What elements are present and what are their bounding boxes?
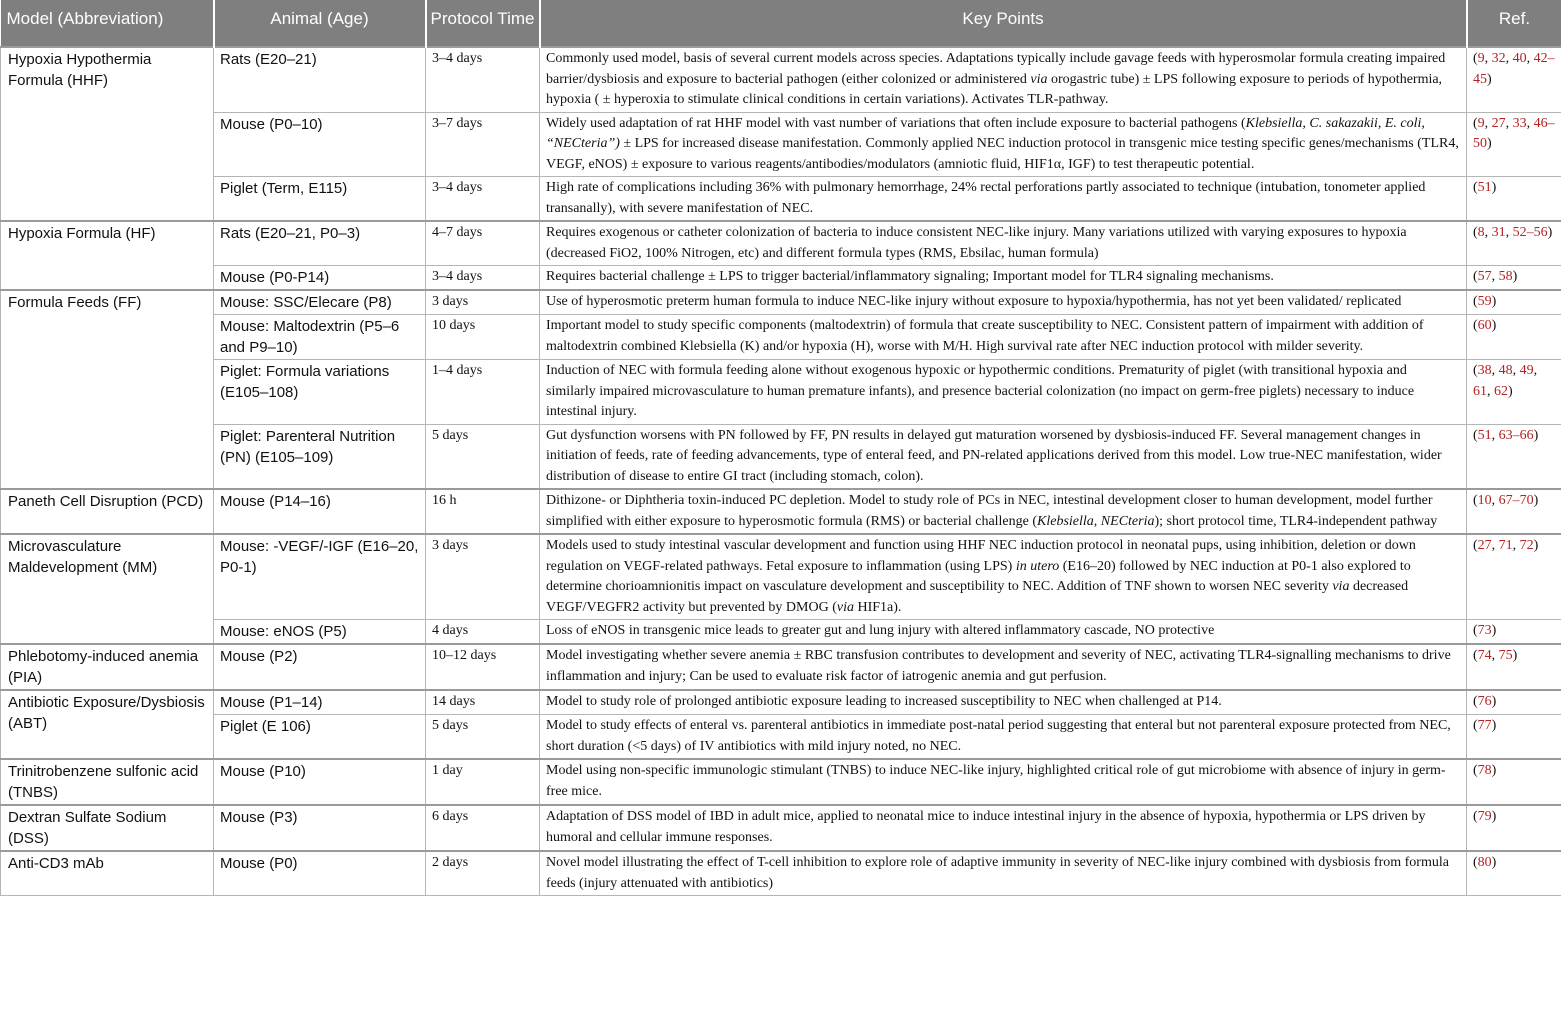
key-points-cell: Novel model illustrating the effect of T-cell inhibition to explore role of adaptive immunity in severity of NEC-like injury combined with dysbiosis from formula feeds (injury attenuated with antibiotics) [540,851,1467,896]
table-row [1,424,1561,489]
table-row [1,805,1561,851]
model-cell: Formula Feeds (FF) [1,290,214,489]
model-cell: Hypoxia Formula (HF) [1,221,214,290]
ref-cell: (57, 58) [1467,266,1561,291]
table-row [1,620,1561,645]
table-header [1,0,1561,47]
ref-link[interactable]: 57 [1477,269,1492,284]
key-points-cell: Widely used adaptation of rat HHF model with vast number of variations that often include exposure to bacterial pathogens (Klebsiella, C. sakazakii, E. coli, “NECteria”) ± LPS for increased disease manifestation. Commonly applied NEC induction protocol in transgenic mice testing specific genes/mechanisms (TLR4, VEGF, eNOS) ± exposure to various reagents/antibodies/modulators (amniotic fluid, HIF1α, IGF) to test therapeutic potential. [540,112,1467,177]
key-points-cell: Requires bacterial challenge ± LPS to trigger bacterial/inflammatory signaling; Important model for TLR4 signaling mechanisms. [540,266,1467,291]
protocol-time-cell: 2 days [426,851,540,896]
table-row [1,266,1561,291]
table-row [1,177,1561,222]
table-row [1,360,1561,425]
ref-link[interactable]: 52–56 [1512,225,1548,240]
protocol-time-cell: 4–7 days [426,221,540,266]
key-points-cell: Induction of NEC with formula feeding alone without exogenous hypoxic or hypothermic conditions. Prematurity of piglet (with transitional hypoxia and similarly impaired microvasculature to human premature infants), and presence bacterial colonization (no impact on germ-free piglets) necessary to induce intestinal injury. [540,360,1467,425]
animal-cell: Mouse (P14–16) [214,489,426,534]
table-row [1,851,1561,896]
animal-cell: Mouse: Maltodextrin (P5–6 and P9–10) [214,315,426,360]
ref-link[interactable]: 63–66 [1498,427,1534,443]
key-points-cell: Dithizone- or Diphtheria toxin-induced PC depletion. Model to study role of PCs in NEC, intestinal development closer to human development, model further simplified with either exposure to hyperosmotic formula (RMS) or bacterial challenge (Klebsiella, NECteria); short protocol time, TLR4-independent pathway [540,489,1467,534]
protocol-time-cell: 3–4 days [426,177,540,222]
ref-link[interactable]: 75 [1498,648,1513,663]
ref-link[interactable]: 49 [1519,363,1534,378]
animal-cell: Mouse (P10) [214,759,426,805]
protocol-time-cell: 3 days [426,534,540,620]
animal-cell: Mouse (P2) [214,644,426,690]
ref-link[interactable]: 78 [1477,763,1492,778]
ref-link[interactable]: 73 [1477,623,1492,638]
protocol-time-cell: 14 days [426,690,540,715]
ref-cell: (77) [1467,715,1561,760]
key-points-cell: Commonly used model, basis of several current models across species. Adaptations typically include gavage feeds with hyperosmolar formula creating impaired barrier/dysbiosis and exposure to bacterial pathogen (either colonized or administered via orogastric tube) ± LPS following exposure to periods of hypothermia, hypoxia ( ± hyperoxia to stimulate clinical conditions in certain variations). Activates TLR-pathway. [540,47,1467,112]
ref-link[interactable]: 33 [1512,115,1527,131]
ref-link[interactable]: 10 [1477,493,1492,508]
ref-link[interactable]: 32 [1491,51,1506,66]
ref-link[interactable]: 51 [1477,180,1492,195]
ref-cell: (51) [1467,177,1561,222]
ref-link[interactable]: 58 [1498,269,1513,284]
key-points-cell: Model to study effects of enteral vs. parenteral antibiotics in immediate post-natal period suggesting that enteral but not parenteral exposure protected from NEC, short duration (<5 days) of IV antibiotics with mild injury noted, no NEC. [540,715,1467,760]
table-row [1,221,1561,266]
ref-cell: (80) [1467,851,1561,896]
protocol-time-cell: 1 day [426,759,540,805]
ref-link[interactable]: 76 [1477,694,1492,709]
ref-link[interactable]: 31 [1491,225,1506,240]
ref-link[interactable]: 79 [1477,809,1492,824]
ref-link[interactable]: 42–45 [1473,51,1555,87]
ref-cell: (9, 27, 33, 46–50) [1467,112,1561,177]
ref-cell: (10, 67–70) [1467,489,1561,534]
table-row [1,489,1561,534]
model-cell: Phlebotomy-induced anemia (PIA) [1,644,214,690]
animal-cell: Mouse: -VEGF/-IGF (E16–20, P0-1) [214,534,426,620]
animal-cell: Mouse (P0–10) [214,112,426,177]
ref-link[interactable]: 61 [1473,383,1487,399]
header-model: Model (Abbreviation) [1,0,214,47]
protocol-time-cell: 3–4 days [426,266,540,291]
ref-link[interactable]: 77 [1477,718,1492,733]
key-points-cell: Important model to study specific components (maltodextrin) of formula that create susceptibility to NEC. Consistent pattern of impairment with addition of maltodextrin combined Klebsiella (K) and/or hypoxia (H), worse with M/H. High survival rate after NEC induction protocol with milder severity. [540,315,1467,360]
header-animal: Animal (Age) [214,0,426,47]
header-protocol-time: Protocol Time [426,0,540,47]
table-row [1,112,1561,177]
ref-link[interactable]: 40 [1512,51,1527,66]
model-cell: Anti-CD3 mAb [1,851,214,896]
model-cell: Hypoxia Hypothermia Formula (HHF) [1,47,214,221]
ref-link[interactable]: 8 [1477,225,1485,240]
animal-cell: Mouse (P0-P14) [214,266,426,291]
ref-link[interactable]: 27 [1491,115,1506,131]
model-cell: Dextran Sulfate Sodium (DSS) [1,805,214,851]
header-key-points: Key Points [540,0,1467,47]
ref-link[interactable]: 71 [1498,538,1513,553]
table-body [1,47,1561,896]
ref-cell: (9, 32, 40, 42–45) [1467,47,1561,112]
protocol-time-cell: 5 days [426,715,540,760]
animal-cell: Mouse (P1–14) [214,690,426,715]
animal-cell: Piglet: Formula variations (E105–108) [214,360,426,425]
ref-link[interactable]: 72 [1519,538,1534,553]
protocol-time-cell: 16 h [426,489,540,534]
protocol-time-cell: 3 days [426,290,540,315]
table-row [1,315,1561,360]
ref-link[interactable]: 67–70 [1498,493,1534,508]
key-points-cell: Requires exogenous or catheter colonization of bacteria to induce consistent NEC-like injury. Many variations utilized with varying exposures to hypoxia (decreased FiO2, 100% Nitrogen, etc) and different formula types (RMS, Ebsilac, human formula) [540,221,1467,266]
key-points-cell: High rate of complications including 36% with pulmonary hemorrhage, 24% rectal perforations partly associated to technique (intubation, tonometer applied transanally), with severe manifestation of NEC. [540,177,1467,222]
animal-cell: Mouse: SSC/Elecare (P8) [214,290,426,315]
key-points-cell: Adaptation of DSS model of IBD in adult mice, applied to neonatal mice to induce intestinal injury in the absence of hypoxia, hypothermia or LPS driven by humoral and cellular immune responses. [540,805,1467,851]
ref-cell: (73) [1467,620,1561,645]
animal-cell: Mouse: eNOS (P5) [214,620,426,645]
ref-link[interactable]: 74 [1477,648,1492,663]
ref-cell: (8, 31, 52–56) [1467,221,1561,266]
table-row [1,290,1561,315]
ref-link[interactable]: 62 [1494,383,1508,399]
ref-link[interactable]: 46–50 [1473,115,1555,151]
ref-link[interactable]: 27 [1477,538,1492,553]
key-points-cell: Use of hyperosmotic preterm human formula to induce NEC-like injury without exposure to hypoxia/hypothermia, has not yet been validated/ replicated [540,290,1467,315]
model-cell: Antibiotic Exposure/Dysbiosis (ABT) [1,690,214,759]
ref-cell: (59) [1467,290,1561,315]
key-points-cell: Model investigating whether severe anemia ± RBC transfusion contributes to development and severity of NEC, activating TLR4-signalling mechanisms to drive inflammation and injury; Can be used to evaluate risk factor of iatrogenic anemia and gut perfusion. [540,644,1467,690]
ref-link[interactable]: 51 [1477,427,1492,443]
animal-cell: Rats (E20–21) [214,47,426,112]
ref-cell: (51, 63–66) [1467,424,1561,489]
model-cell: Trinitrobenzene sulfonic acid (TNBS) [1,759,214,805]
header-ref: Ref. [1467,0,1561,47]
model-cell: Microvasculature Maldevelopment (MM) [1,534,214,644]
protocol-time-cell: 3–4 days [426,47,540,112]
animal-cell: Piglet (Term, E115) [214,177,426,222]
protocol-time-cell: 1–4 days [426,360,540,425]
ref-link[interactable]: 48 [1498,363,1513,378]
ref-link[interactable]: 59 [1477,294,1492,309]
protocol-time-cell: 3–7 days [426,112,540,177]
ref-link[interactable]: 9 [1477,115,1485,131]
animal-cell: Piglet (E 106) [214,715,426,760]
key-points-cell: Models used to study intestinal vascular development and function using HHF NEC induction protocol in neonatal pups, using inhibition, deletion or down regulation on VEGF-related pathways. Fetal exposure to inflammation (using LPS) in utero (E16–20) followed by NEC induction at P0-1 also explored to determine chorioamnionitis impact on vasculature development and susceptibility to NEC. Addition of TNF shown to worsen NEC severity via decreased VEGF/VEGFR2 activity but prevented by DMOG (via HIF1a). [540,534,1467,620]
protocol-time-cell: 10 days [426,315,540,360]
protocol-time-cell: 6 days [426,805,540,851]
protocol-time-cell: 4 days [426,620,540,645]
key-points-cell: Model to study role of prolonged antibiotic exposure leading to increased susceptibility to NEC when challenged at P14. [540,690,1467,715]
table-row [1,534,1561,620]
key-points-cell: Gut dysfunction worsens with PN followed by FF, PN results in delayed gut maturation worsened by dysbiosis-induced FF. Several management changes in initiation of feeds, rate of feeding advancements, type of enteral feed, and PN-related applications derived from this model. Low true-NEC manifestation, wider distribution of disease to entire GI tract (including stomach, colon). [540,424,1467,489]
ref-cell: (78) [1467,759,1561,805]
ref-link[interactable]: 60 [1477,318,1492,333]
protocol-time-cell: 10–12 days [426,644,540,690]
animal-cell: Rats (E20–21, P0–3) [214,221,426,266]
ref-link[interactable]: 9 [1477,51,1485,66]
animal-cell: Mouse (P3) [214,805,426,851]
ref-link[interactable]: 80 [1477,855,1492,870]
animal-cell: Mouse (P0) [214,851,426,896]
table-row [1,715,1561,760]
table-row [1,759,1561,805]
table-row [1,690,1561,715]
ref-cell: (79) [1467,805,1561,851]
key-points-cell: Model using non-specific immunologic stimulant (TNBS) to induce NEC-like injury, highlighted critical role of gut microbiome with absence of injury in germ-free mice. [540,759,1467,805]
model-cell: Paneth Cell Disruption (PCD) [1,489,214,534]
ref-cell: (76) [1467,690,1561,715]
ref-cell: (38, 48, 49, 61, 62) [1467,360,1561,425]
protocol-time-cell: 5 days [426,424,540,489]
header-row [1,0,1561,47]
table-row [1,47,1561,112]
ref-link[interactable]: 38 [1477,363,1492,378]
key-points-cell: Loss of eNOS in transgenic mice leads to greater gut and lung injury with altered inflammatory cascade, NO protective [540,620,1467,645]
ref-cell: (27, 71, 72) [1467,534,1561,620]
ref-cell: (74, 75) [1467,644,1561,690]
ref-cell: (60) [1467,315,1561,360]
animal-cell: Piglet: Parenteral Nutrition (PN) (E105–109) [214,424,426,489]
table-row [1,644,1561,690]
